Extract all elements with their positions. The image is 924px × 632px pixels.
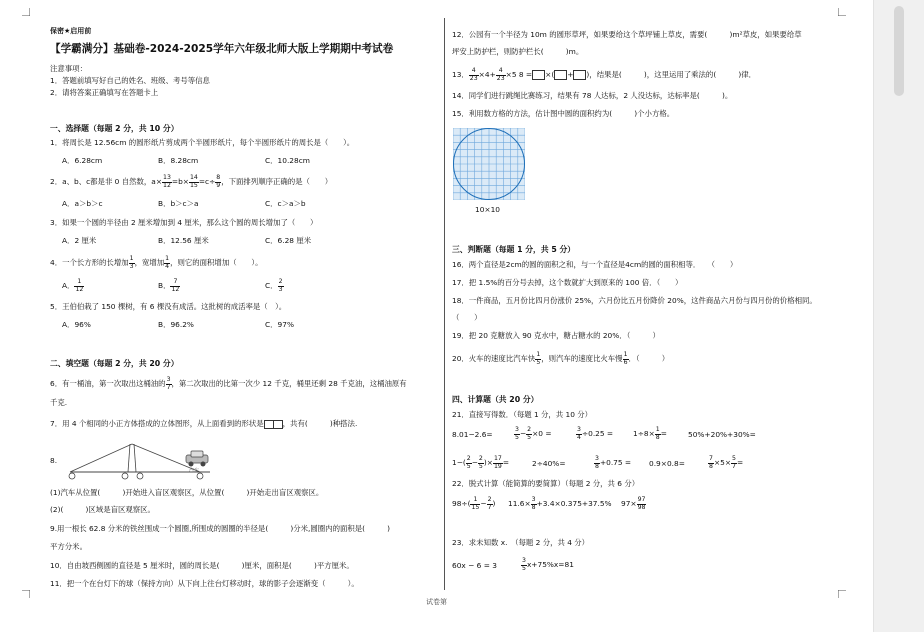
section-title-choice: 一、选择题（每题 2 分，共 10 分） [50, 124, 179, 133]
calc-item: 50%+20%+30%= [688, 430, 756, 439]
calc-item: $\frac{3}{5}$ − $\frac{2}{5}$ ×0 = [515, 426, 552, 441]
question-12-cont: 坪安上防护栏，则防护栏长( )m。 [452, 47, 584, 56]
question-18-cont: （ ） [452, 313, 482, 322]
question-7: 7．用 4 个相同的小正方体搭成的立体图形，从上面看到的形状是 ，共有( )种搭法. [50, 419, 358, 428]
calc-item: 97× $\frac{97}{98}$ [621, 496, 646, 511]
calc-item: 11.6× $\frac{3}{8}$ +3.4×0.375+37.5% [508, 496, 612, 511]
section-title-calc: 四、计算题（共 20 分） [452, 395, 539, 404]
question-14: 14．同学们进行跳绳比赛练习，结果有 78 人达标，2 人没达标，达标率是( )。 [452, 91, 733, 100]
calc-item: 98÷( $\frac{1}{15}$ − $\frac{2}{7}$ ) [452, 496, 496, 511]
answer-box [532, 70, 545, 80]
calc-item: $\frac{7}{8}$ ×5× $\frac{5}{7}$ = [709, 455, 744, 470]
question-13: 13． $\frac{4}{23}$ ×4+ $\frac{4}{23}$ ×5 8 = ×( + )，结果是( )，这里运用了乘法的( )律． [452, 67, 757, 82]
question-1: 1．将周长是 12.56cm 的圆形纸片剪成两个半圆形纸片，每个半圆形纸片的周长是（ ）。 [50, 138, 355, 147]
question-3: 3．如果一个圆的半径由 2 厘米增加到 4 厘米，那么这个圆的周长增加了（ ） [50, 218, 318, 227]
note-item: 1．答题前填写好自己的姓名、班级、考号等信息 [50, 76, 210, 85]
question-8-part1: (1)汽车从位置( )开始进入盲区观察区，从位置( )开始走出盲区观察区。 [50, 488, 324, 497]
calc-item: $\frac{3}{8}$ +0.75 = [595, 455, 632, 470]
option: B．b＞c＞a [158, 199, 199, 208]
section-title-judge: 三、判断题（每题 1 分，共 5 分） [452, 245, 576, 254]
calc-item: 1−( $\frac{2}{5}$ − $\frac{2}{5}$ )× $\frac{17}{19}$ = [452, 455, 510, 470]
corner-mark-top-right [838, 8, 846, 16]
question-10: 10．自由坡西侧圆的直径是 5 厘米时，圆的周长是( )厘米，面积是( )平方厘米。 [50, 561, 354, 570]
section-title-fill: 二、填空题（每题 2 分，共 20 分） [50, 359, 179, 368]
question-11: 11．把一个在台灯下的球（保持方向）从下向上往台灯移动时，球的影子会逐渐变（ ）。 [50, 579, 359, 588]
answer-box [554, 70, 567, 80]
question-21: 21．直接写得数．（每题 1 分，共 10 分） [452, 410, 593, 419]
option: A．2 厘米 [62, 236, 97, 245]
car-label: 汽车 [189, 468, 200, 474]
square-shape-icon [264, 420, 274, 429]
question-2: 2．a、b、c都是非 0 自然数，a× $\frac{13}{12}$ =b× $\frac{14}{15}$ =c÷ $\frac{8}{9}$ ，下面排列顺序正确的是（ ） [50, 174, 333, 189]
question-5: 5．王伯伯栽了 150 棵树，有 6 棵没有成活。这批树的成活率是（ ）。 [50, 302, 287, 311]
question-9: 9.用一根长 62.8 分米的铁丝围成一个圆圈,所围成的圆圈的半径是( )分米,圆圈内的面积是( ) [50, 524, 391, 533]
option: A． $\frac{1}{12}$ [62, 278, 84, 293]
question-22: 22．脱式计算（能简算的要简算）（每题 2 分，共 6 分） [452, 479, 640, 488]
calc-item: $\frac{3}{4}$ ÷0.25 = [577, 426, 614, 441]
calc-item: 1÷8× $\frac{1}{8}$ = [633, 426, 667, 441]
option: C．97% [265, 320, 294, 329]
option: A．a＞b＞c [62, 199, 103, 208]
question-18: 18．一件商品，五月份比四月份涨价 25%，六月份比五月份降价 20%，这件商品六月份与四月份的价格相同。 [452, 296, 817, 305]
question-6: 6．有一桶油，第一次取出这桶油的 $\frac{3}{7}$ ，第二次取出的比第一次少 12 千克，桶里还剩 28 千克油，这桶油原有 [50, 376, 407, 391]
answer-box [573, 70, 586, 80]
column-divider [444, 18, 445, 590]
page-title: 【学霸满分】基础卷-2024-2025学年六年级北师大版上学期期中考试卷 [50, 43, 394, 55]
option: A．96% [62, 320, 91, 329]
option: C．c＞a＞b [265, 199, 306, 208]
question-12: 12．公园有一个半径为 10m 的圆形草坪，如果要给这个草坪铺上草皮，需要( )m²草皮，如果要给草 [452, 30, 802, 39]
question-9-cont: 平方分米。 [50, 542, 87, 551]
option: C． $\frac{2}{3}$ [265, 278, 283, 293]
notes-label: 注意事项： [50, 64, 87, 73]
calc-item: 0.9×0.8= [649, 459, 685, 468]
question-8-number: 8. [50, 456, 58, 465]
option: B．12.56 厘米 [158, 236, 209, 245]
question-6-cont: 千克. [50, 398, 68, 407]
question-4: 4．一个长方形的长增加 $\frac{1}{3}$ ，宽增加 $\frac{1}{4}$ ，则它的面积增加（ ）。 [50, 255, 263, 270]
page-footer: 试卷第 [426, 598, 447, 606]
calc-item: 2÷40%= [532, 459, 566, 468]
question-8-part2: (2)( )区域是盲区观察区。 [50, 505, 155, 514]
option: A．6.28cm [62, 156, 103, 165]
square-shape-icon [274, 420, 283, 429]
question-23: 23．求未知数 x. （每题 2 分，共 4 分） [452, 538, 590, 547]
corner-mark-top-left [22, 8, 30, 16]
scrollbar-thumb[interactable] [894, 6, 904, 96]
option: C．6.28 厘米 [265, 236, 312, 245]
note-item: 2．请将答案正确填写在答题卡上 [50, 88, 159, 97]
equation: $\frac{3}{5}$ x+75%x=81 [522, 557, 574, 572]
option: B．96.2% [158, 320, 194, 329]
question-16: 16．两个直径是2cm的圆的面积之和，与一个直径是4cm的圆的面积相等． （ ） [452, 260, 738, 269]
option: B． $\frac{7}{12}$ [158, 278, 180, 293]
grid-label: 10×10 [475, 205, 501, 214]
vertical-scrollbar[interactable] [873, 0, 924, 632]
option: C．10.28cm [265, 156, 310, 165]
question-20: 20．火车的速度比汽车快 $\frac{1}{5}$ ，则汽车的速度比火车慢 $\frac{1}{6}$ ．（ ） [452, 351, 670, 366]
equation: 60x − 6 = 3 [452, 561, 497, 570]
question-19: 19．把 20 克糖放入 90 克水中，糖占糖水的 20%．（ ） [452, 331, 660, 340]
secret-label: 保密★启用前 [50, 27, 92, 35]
question-15: 15．利用数方格的方法，估计图中圆的面积约为( )个小方格。 [452, 109, 675, 118]
option: B．8.28cm [158, 156, 199, 165]
question-17: 17．把 1.5%的百分号去掉，这个数就扩大到原来的 100 倍．（ ） [452, 278, 683, 287]
grid-circle-figure [453, 128, 525, 200]
calc-item: 8.01−2.6= [452, 430, 493, 439]
